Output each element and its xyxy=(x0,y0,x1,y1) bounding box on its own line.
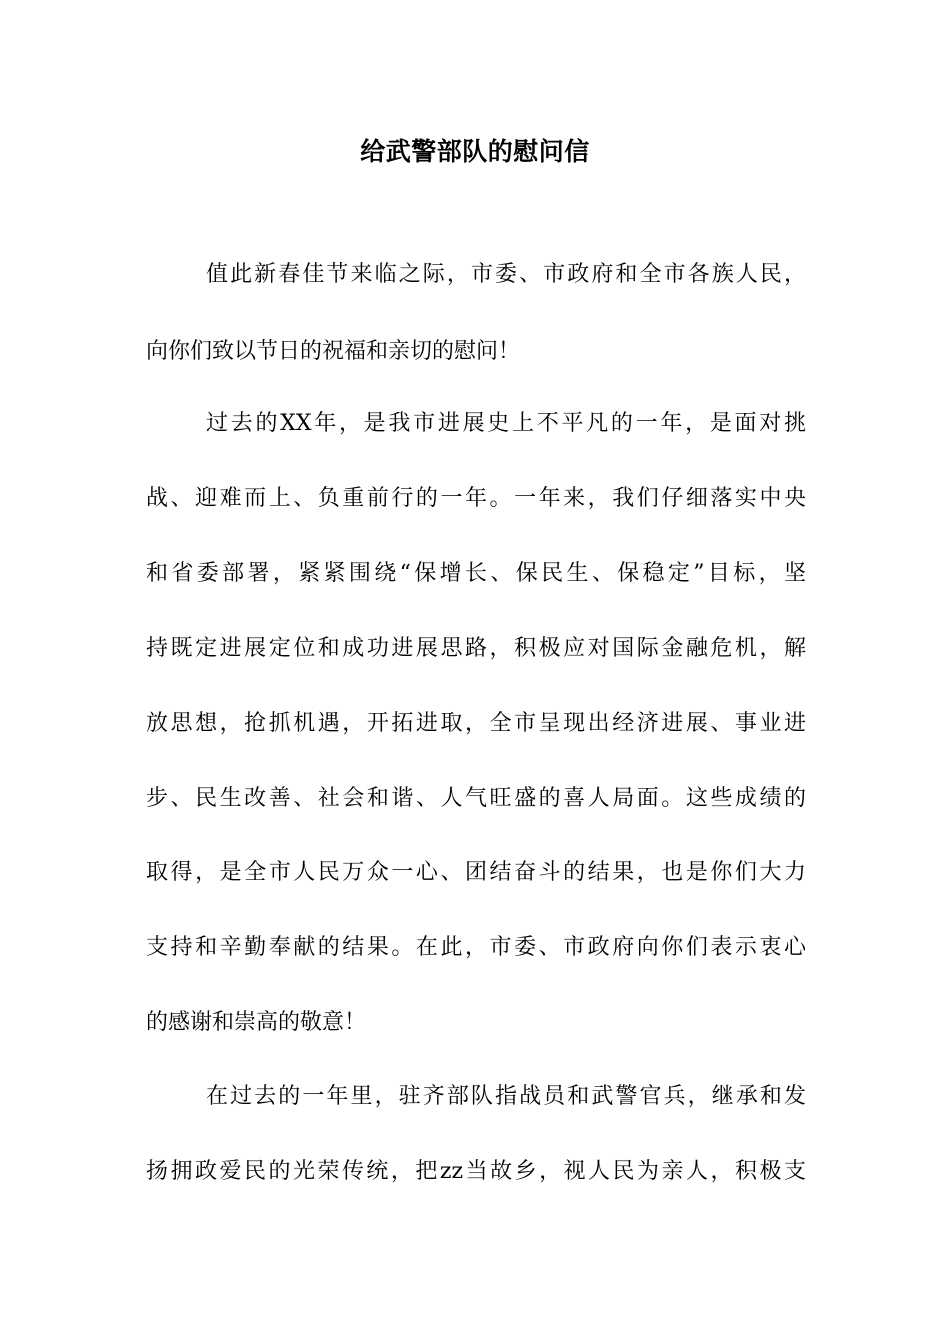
paragraph-3-line-1: 在过去的一年里，驻齐部队指战员和武警官兵，继承和发 xyxy=(206,1084,806,1109)
paragraph-2-line-1: 过去的XX年，是我市进展史上不平凡的一年，是面对挑 xyxy=(206,411,806,436)
paragraph-1-line-2: 向你们致以节日的祝福和亲切的慰问！ xyxy=(146,339,521,364)
paragraph-2-line-3: 和省委部署，紧紧围绕“保增长、保民生、保稳定”目标，坚 xyxy=(146,561,806,586)
paragraph-2-line-5: 放思想，抢抓机遇，开拓进取，全市呈现出经济进展、事业进 xyxy=(146,711,806,736)
paragraph-2-line-8: 支持和辛勤奉献的结果。在此，市委、市政府向你们表示衷心 xyxy=(146,935,806,960)
paragraph-2-line-6: 步、民生改善、社会和谐、人气旺盛的喜人局面。这些成绩的 xyxy=(146,786,806,811)
paragraph-2-line-7: 取得，是全市人民万众一心、团结奋斗的结果，也是你们大力 xyxy=(146,860,806,885)
paragraph-2-line-4: 持既定进展定位和成功进展思路，积极应对国际金融危机，解 xyxy=(146,636,806,661)
paragraph-2-line-2: 战、迎难而上、负重前行的一年。一年来，我们仔细落实中央 xyxy=(146,486,806,511)
paragraph-3-line-2: 扬拥政爱民的光荣传统，把zz当故乡，视人民为亲人，积极支 xyxy=(146,1159,806,1184)
paragraph-1-line-1: 值此新春佳节来临之际，市委、市政府和全市各族人民， xyxy=(206,262,806,287)
paragraph-2-line-9: 的感谢和崇高的敬意！ xyxy=(146,1010,367,1035)
document-title: 给武警部队的慰问信 xyxy=(360,137,590,166)
